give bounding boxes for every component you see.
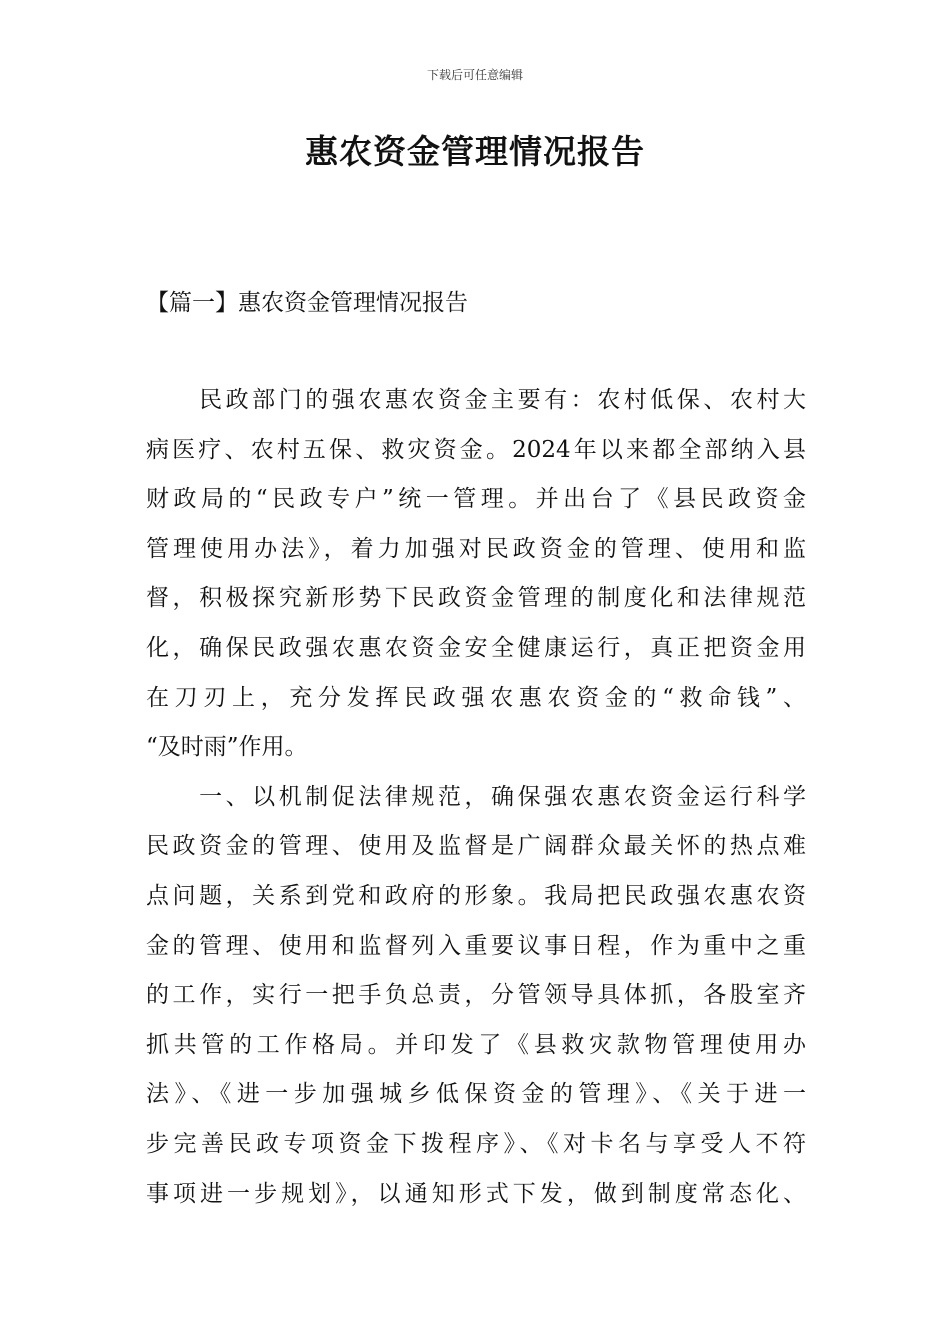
- body-line: 点问题，关系到党和政府的形象。我局把民政强农惠农资: [146, 882, 806, 909]
- body-line: 管理使用办法》，着力加强对民政资金的管理、使用和监: [146, 535, 806, 562]
- body-line: 法》、《进一步加强城乡低保资金的管理》、《关于进一: [146, 1081, 806, 1108]
- body-line: 金的管理、使用和监督列入重要议事日程，作为重中之重: [146, 932, 806, 959]
- document-title: 惠农资金管理情况报告: [305, 132, 645, 171]
- body-line: “及时雨”作用。: [146, 734, 308, 761]
- body-line: 病医疗、农村五保、救灾资金。2024年以来都全部纳入县: [146, 436, 806, 463]
- body-line: 民政资金的管理、使用及监督是广阔群众最关怀的热点难: [146, 833, 806, 860]
- body-line: 财政局的“民政专户”统一管理。并出台了《县民政资金: [146, 486, 806, 513]
- body-line: 步完善民政专项资金下拨程序》、《对卡名与享受人不符: [146, 1130, 806, 1157]
- body-line: 督，积极探究新形势下民政资金管理的制度化和法律规范: [146, 585, 806, 612]
- header-note: 下载后可任意编辑: [426, 68, 523, 82]
- body-line: 化，确保民政强农惠农资金安全健康运行，真正把资金用: [146, 634, 806, 661]
- body-line: 民政部门的强农惠农资金主要有：农村低保、农村大: [146, 387, 806, 413]
- body-line: 的工作，实行一把手负总责，分管领导具体抓，各股室齐: [146, 982, 806, 1009]
- body-line: 抓共管的工作格局。并印发了《县救灾款物管理使用办: [146, 1031, 806, 1058]
- body-line: 在刀刃上，充分发挥民政强农惠农资金的“救命钱”、: [146, 684, 806, 711]
- body-text: [146, 376, 806, 1219]
- body-line: 事项进一步规划》，以通知形式下发，做到制度常态化、: [146, 1180, 806, 1207]
- section-heading: 【篇一】惠农资金管理情况报告: [146, 290, 468, 316]
- body-line: 一、以机制促法律规范，确保强农惠农资金运行科学: [146, 783, 806, 810]
